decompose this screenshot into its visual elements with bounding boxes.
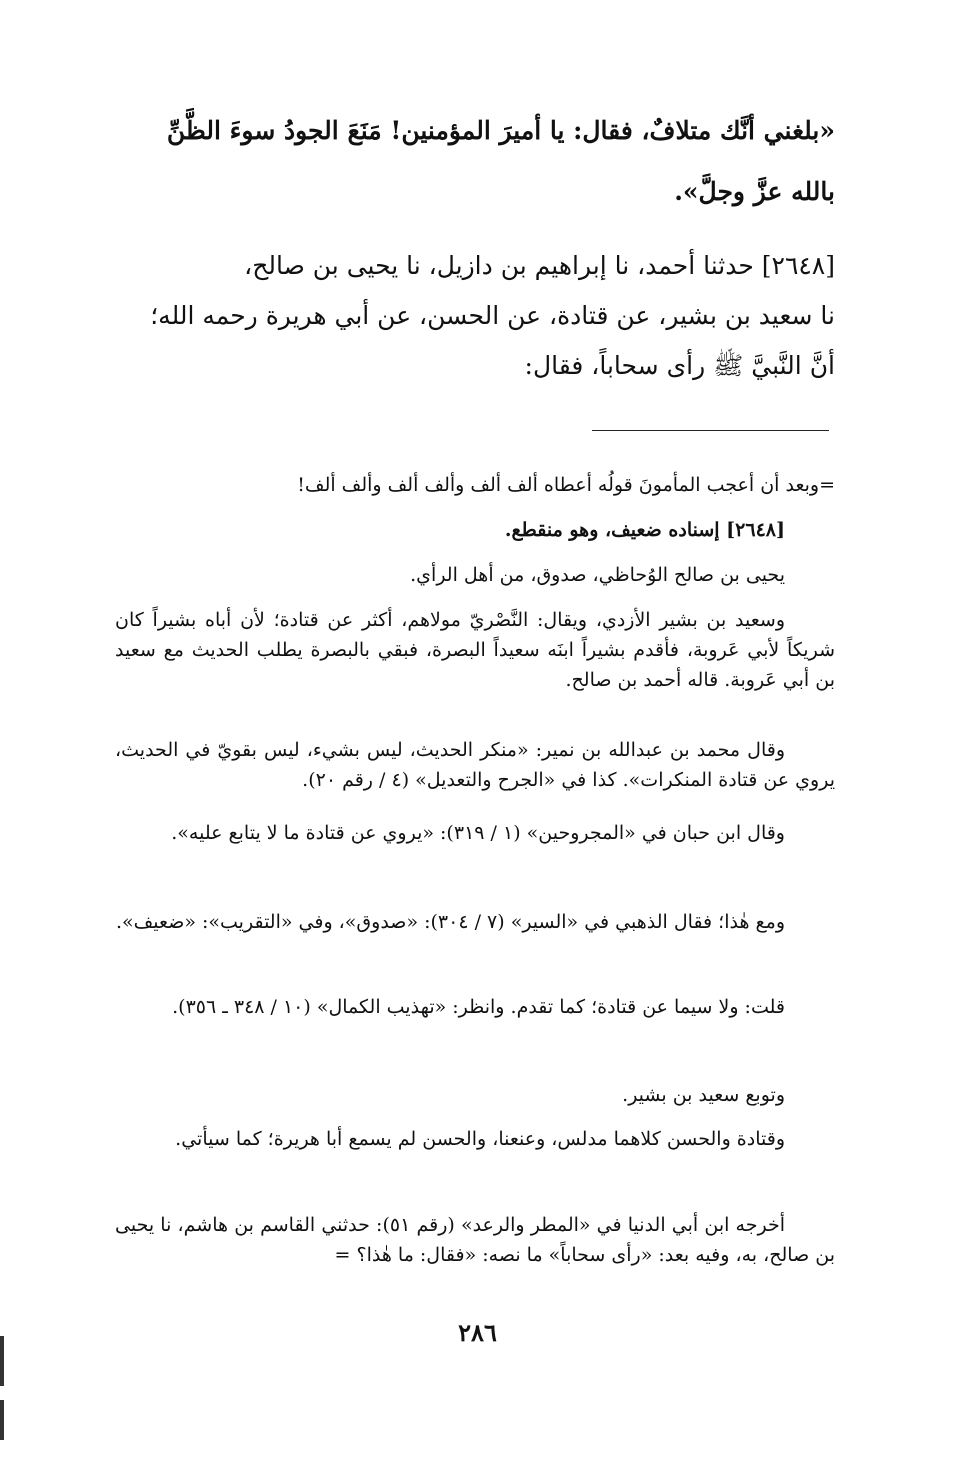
footnote-separator xyxy=(592,430,829,431)
footnote-hadith-grade: [٢٦٤٨] إسناده ضعيف، وهو منقطع. xyxy=(504,519,785,541)
footnote-takhrij: أخرجه ابن أبي الدنيا في «المطر والرعد» (رقم ٥١): حدثني القاسم بن هاشم، نا يحيى بن صالح، به، وفيه بعد: «رأى سحاباً» ما نصه: «فقال: ما هٰذا؟ = xyxy=(115,1214,835,1266)
footnote-author-note: قلت: ولا سيما عن قتادة؛ كما تقدم. وانظر: «تهذيب الكمال» (١٠ / ٣٤٨ ـ ٣٥٦). xyxy=(172,996,785,1018)
footnote-narrator-yahya: يحيى بن صالح الوُحاظي، صدوق، من أهل الرأي. xyxy=(410,564,785,586)
main-text-line-2: بالله عزَّ وجلَّ». xyxy=(674,177,835,206)
footnote-tadlis: وقتادة والحسن كلاهما مدلس، وعنعنا، والحسن لم يسمع أبا هريرة؛ كما سيأتي. xyxy=(175,1128,785,1150)
footnote-ibn-numair: وقال محمد بن عبدالله بن نمير: «منكر الحديث، ليس بشيء، ليس بقويّ في الحديث، يروي عن قتادة المنكرات». كذا في «الجرح والتعديل» (٤ / رقم ٢٠). xyxy=(115,739,835,791)
hadith-line-2: نا سعيد بن بشير، عن قتادة، عن الحسن، عن أبي هريرة رحمه الله؛ xyxy=(150,301,835,330)
main-text-line-1: «بلغني أنَّك متلافٌ، فقال: يا أميرَ المؤمنين! مَنَعَ الجودُ سوءَ الظَّنِّ xyxy=(166,116,835,145)
hadith-line-1: [٢٦٤٨] حدثنا أحمد، نا إبراهيم بن دازيل، نا يحيى بن صالح، xyxy=(244,251,835,280)
margin-scan-mark xyxy=(0,1336,4,1386)
footnote-continuation: =وبعد أن أعجب المأمونَ قولُه أعطاه ألف ألف وألف ألف وألف ألف! xyxy=(297,474,835,496)
footnote-corroboration: وتوبع سعيد بن بشير. xyxy=(622,1084,785,1106)
footnote-dhahabi: ومع هٰذا؛ فقال الذهبي في «السير» (٧ / ٣٠٤): «صدوق»، وفي «التقريب»: «ضعيف». xyxy=(115,911,785,933)
hadith-line-3: أنَّ النَّبيَّ ﷺ رأى سحاباً، فقال: xyxy=(524,351,835,380)
page-number: ٢٨٦ xyxy=(458,1318,497,1347)
margin-scan-mark xyxy=(0,1400,4,1440)
footnote-narrator-saeed: وسعيد بن بشير الأزدي، ويقال: النَّصْريّ مولاهم، أكثر عن قتادة؛ لأن أباه بشيراً كان شريكاً لأبي عَروبة، فأقدم بشيراً ابنَه سعيداً البصرة، فبقي بالبصرة يطلب الحديث مع سعيد بن أبي عَروبة. قاله أحمد بن صالح. xyxy=(115,609,835,691)
footnote-ibn-hibban: وقال ابن حبان في «المجروحين» (١ / ٣١٩): «يروي عن قتادة ما لا يتابع عليه». xyxy=(171,822,785,844)
